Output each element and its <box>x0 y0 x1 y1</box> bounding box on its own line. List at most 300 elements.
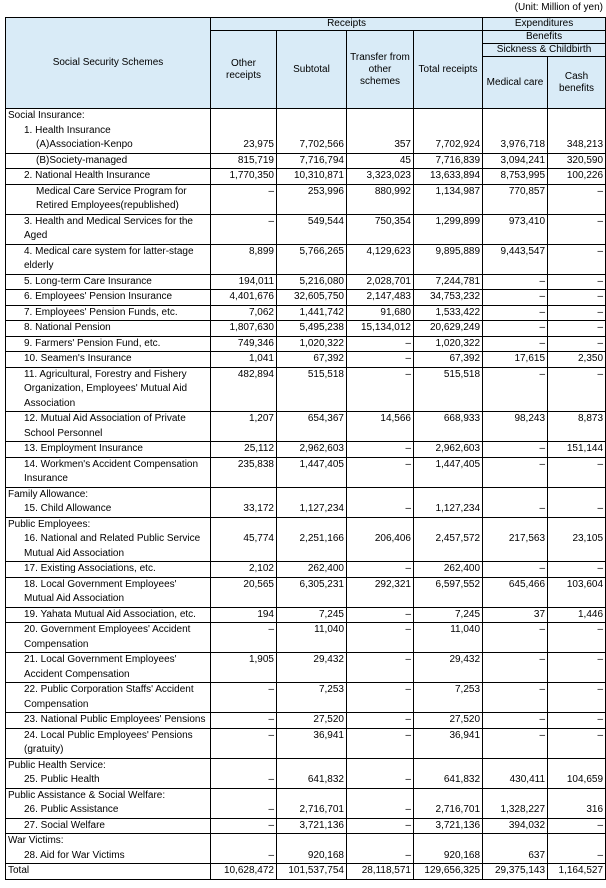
value-cell: 482,894 <box>211 367 277 412</box>
value-cell: 194 <box>211 607 277 623</box>
value-cell: 920,168 <box>414 849 483 864</box>
table-row <box>6 290 606 306</box>
value-cell: 6,597,552 <box>414 577 483 607</box>
value-cell: 91,680 <box>347 305 414 321</box>
table-row <box>6 457 606 487</box>
row-label-cell <box>6 713 211 729</box>
value-cell: 206,406 <box>347 532 414 562</box>
value-cell: 815,719 <box>211 153 277 169</box>
header-expenditures: Expenditures <box>483 18 606 31</box>
value-cell: – <box>347 818 414 834</box>
value-cell: 36,941 <box>277 728 347 758</box>
value-cell: – <box>211 849 277 864</box>
value-cell: – <box>483 321 548 337</box>
value-cell: – <box>548 184 606 214</box>
value-cell: – <box>483 274 548 290</box>
value-cell: – <box>548 818 606 834</box>
value-cell: 23,105 <box>548 532 606 562</box>
empty-cell <box>548 758 606 773</box>
empty-cell <box>548 487 606 502</box>
value-cell: 645,466 <box>483 577 548 607</box>
value-cell: – <box>548 562 606 578</box>
empty-cell <box>211 834 277 849</box>
value-cell: – <box>548 713 606 729</box>
value-cell: 11,040 <box>277 623 347 653</box>
value-cell: – <box>211 184 277 214</box>
row-label: 1. Health Insurance <box>24 124 111 136</box>
value-cell: 1,041 <box>211 352 277 368</box>
value-cell: 1,134,987 <box>414 184 483 214</box>
table-row <box>6 321 606 337</box>
value-cell: 7,253 <box>414 683 483 713</box>
value-cell: – <box>483 713 548 729</box>
value-cell: 27,520 <box>414 713 483 729</box>
row-label-cell <box>6 321 211 337</box>
row-label: 15. Child Allowance <box>24 503 112 514</box>
empty-cell <box>277 758 347 773</box>
total-value-cell: 10,628,472 <box>211 864 277 880</box>
value-cell: 4,401,676 <box>211 290 277 306</box>
value-cell: 33,172 <box>211 502 277 517</box>
header-schemes: Social Security Schemes <box>6 18 211 109</box>
value-cell: 1,441,742 <box>277 305 347 321</box>
value-cell: 32,605,750 <box>277 290 347 306</box>
row-label: (B)Society-managed <box>36 154 128 166</box>
empty-cell <box>347 788 414 803</box>
value-cell: 2,251,166 <box>277 532 347 562</box>
value-cell: 749,346 <box>211 336 277 352</box>
value-cell <box>347 124 414 139</box>
value-cell: – <box>483 728 548 758</box>
empty-cell <box>211 758 277 773</box>
row-label-cell <box>6 290 211 306</box>
empty-cell <box>414 758 483 773</box>
row-label-cell <box>6 124 211 139</box>
value-cell: 7,245 <box>414 607 483 623</box>
value-cell: 2,457,572 <box>414 532 483 562</box>
value-cell: 7,244,781 <box>414 274 483 290</box>
value-cell: 430,411 <box>483 773 548 788</box>
value-cell: 15,134,012 <box>347 321 414 337</box>
value-cell: 394,032 <box>483 818 548 834</box>
row-label-cell <box>6 562 211 578</box>
value-cell: – <box>548 457 606 487</box>
value-cell: 5,216,080 <box>277 274 347 290</box>
value-cell: – <box>483 623 548 653</box>
row-label: 11. Agricultural, Forestry and Fishery Organization, Employees' Mutual Aid Association <box>24 368 188 409</box>
empty-cell <box>211 109 277 124</box>
row-label-cell <box>6 849 211 864</box>
empty-cell <box>414 109 483 124</box>
table-row <box>6 562 606 578</box>
value-cell: 11,040 <box>414 623 483 653</box>
row-label-cell <box>6 728 211 758</box>
row-label: Medical Care Service Program for Retired Employees(republished) <box>36 185 187 211</box>
row-label: 26. Public Assistance <box>24 804 119 815</box>
empty-cell <box>483 109 548 124</box>
value-cell: 29,432 <box>414 653 483 683</box>
value-cell: 151,144 <box>548 442 606 458</box>
value-cell: – <box>211 728 277 758</box>
value-cell: 2,102 <box>211 562 277 578</box>
value-cell: – <box>483 367 548 412</box>
row-label: 17. Existing Associations, etc. <box>24 563 156 574</box>
value-cell: – <box>347 683 414 713</box>
section-header-row <box>6 758 606 773</box>
section-header-row <box>6 517 606 532</box>
value-cell: – <box>548 623 606 653</box>
empty-cell <box>347 834 414 849</box>
value-cell: – <box>211 214 277 244</box>
empty-cell <box>347 109 414 124</box>
value-cell <box>548 124 606 139</box>
value-cell: 2,962,603 <box>277 442 347 458</box>
empty-cell <box>414 517 483 532</box>
table-row <box>6 124 606 139</box>
value-cell: 1,020,322 <box>277 336 347 352</box>
row-label: 24. Local Public Employees' Pensions (gratuity) <box>24 729 193 755</box>
empty-cell <box>277 517 347 532</box>
row-label: 28. Aid for War Victims <box>24 849 125 861</box>
value-cell: – <box>211 623 277 653</box>
empty-cell <box>483 758 548 773</box>
value-cell <box>277 124 347 139</box>
header-transfer: Transfer from other schemes <box>347 31 414 109</box>
empty-cell <box>277 788 347 803</box>
row-label: 10. Seamen's Insurance <box>24 353 132 364</box>
table-row <box>6 442 606 458</box>
row-label-cell <box>6 773 211 788</box>
row-label-cell <box>6 138 211 153</box>
value-cell: – <box>548 653 606 683</box>
row-label-cell <box>6 818 211 834</box>
value-cell: – <box>347 367 414 412</box>
table-row <box>6 803 606 818</box>
row-label: 22. Public Corporation Staffs' Accident Compensation <box>24 684 194 710</box>
row-label: 2. National Health Insurance <box>24 170 151 181</box>
table-row <box>6 244 606 274</box>
value-cell: 10,310,871 <box>277 169 347 185</box>
row-label: 7. Employees' Pension Funds, etc. <box>24 306 178 318</box>
total-value-cell: 129,656,325 <box>414 864 483 880</box>
row-label-cell <box>6 153 211 169</box>
header-other-receipts: Other receipts <box>211 31 277 109</box>
value-cell: 4,129,623 <box>347 244 414 274</box>
value-cell: 20,629,249 <box>414 321 483 337</box>
value-cell: 880,992 <box>347 184 414 214</box>
value-cell: 104,659 <box>548 773 606 788</box>
value-cell: – <box>548 290 606 306</box>
value-cell: 641,832 <box>277 773 347 788</box>
row-label: 13. Employment Insurance <box>24 443 143 454</box>
value-cell: 973,410 <box>483 214 548 244</box>
row-label: 18. Local Government Employees' Mutual Aid Association <box>24 578 177 604</box>
value-cell: – <box>211 713 277 729</box>
row-label-cell <box>6 457 211 487</box>
value-cell: 29,432 <box>277 653 347 683</box>
value-cell: – <box>483 442 548 458</box>
value-cell: 23,975 <box>211 138 277 153</box>
row-label-cell <box>6 274 211 290</box>
row-label-cell <box>6 214 211 244</box>
value-cell: 194,011 <box>211 274 277 290</box>
value-cell: 98,243 <box>483 412 548 442</box>
value-cell: – <box>548 214 606 244</box>
value-cell: 67,392 <box>277 352 347 368</box>
total-row <box>6 864 606 880</box>
value-cell: 654,367 <box>277 412 347 442</box>
value-cell: – <box>548 728 606 758</box>
row-label: 6. Employees' Pension Insurance <box>24 291 173 302</box>
value-cell: – <box>483 502 548 517</box>
value-cell: 1,328,227 <box>483 803 548 818</box>
value-cell: 27,520 <box>277 713 347 729</box>
value-cell: 2,350 <box>548 352 606 368</box>
value-cell: – <box>347 336 414 352</box>
section-title: Public Employees: <box>6 517 211 532</box>
empty-cell <box>347 758 414 773</box>
empty-cell <box>347 517 414 532</box>
value-cell: – <box>347 623 414 653</box>
row-label-cell <box>6 532 211 562</box>
header-medical-care: Medical care <box>483 57 548 109</box>
value-cell: – <box>347 607 414 623</box>
value-cell: 7,702,566 <box>277 138 347 153</box>
value-cell: 292,321 <box>347 577 414 607</box>
row-label-cell <box>6 336 211 352</box>
row-label-cell <box>6 184 211 214</box>
row-label-cell <box>6 169 211 185</box>
value-cell: 7,702,924 <box>414 138 483 153</box>
value-cell: 320,590 <box>548 153 606 169</box>
value-cell: 348,213 <box>548 138 606 153</box>
section-header-row <box>6 109 606 124</box>
value-cell: – <box>347 457 414 487</box>
total-value-cell: 29,375,143 <box>483 864 548 880</box>
table-row <box>6 773 606 788</box>
empty-cell <box>277 109 347 124</box>
table-row <box>6 305 606 321</box>
value-cell: 7,062 <box>211 305 277 321</box>
header-total-receipts: Total receipts <box>414 31 483 109</box>
empty-cell <box>548 834 606 849</box>
value-cell: 103,604 <box>548 577 606 607</box>
value-cell: 9,895,889 <box>414 244 483 274</box>
unit-note: (Unit: Million of yen) <box>514 2 603 13</box>
total-value-cell: 1,164,527 <box>548 864 606 880</box>
section-header-row <box>6 487 606 502</box>
value-cell: 1,127,234 <box>277 502 347 517</box>
row-label: 25. Public Health <box>24 774 100 785</box>
table-row <box>6 336 606 352</box>
value-cell: 45 <box>347 153 414 169</box>
section-title: War Victims: <box>6 834 211 849</box>
value-cell: – <box>483 562 548 578</box>
value-cell: 36,941 <box>414 728 483 758</box>
value-cell: – <box>347 653 414 683</box>
row-label-cell <box>6 412 211 442</box>
value-cell: 2,716,701 <box>277 803 347 818</box>
value-cell: – <box>483 305 548 321</box>
value-cell: 1,770,350 <box>211 169 277 185</box>
empty-cell <box>483 788 548 803</box>
table-row <box>6 577 606 607</box>
value-cell: 217,563 <box>483 532 548 562</box>
header-sickness: Sickness & Childbirth <box>483 44 606 57</box>
value-cell <box>483 124 548 139</box>
value-cell: – <box>347 849 414 864</box>
header-cash-benefits: Cash benefits <box>548 57 606 109</box>
value-cell: – <box>483 457 548 487</box>
row-label: 19. Yahata Mutual Aid Association, etc. <box>24 608 196 620</box>
value-cell: 17,615 <box>483 352 548 368</box>
value-cell: 9,443,547 <box>483 244 548 274</box>
table-row <box>6 683 606 713</box>
row-label: 4. Medical care system for latter-stage elderly <box>24 245 194 271</box>
value-cell: – <box>211 683 277 713</box>
value-cell: 8,899 <box>211 244 277 274</box>
value-cell: 3,094,241 <box>483 153 548 169</box>
value-cell: – <box>548 683 606 713</box>
value-cell: 1,299,899 <box>414 214 483 244</box>
empty-cell <box>211 517 277 532</box>
value-cell: 262,400 <box>277 562 347 578</box>
value-cell: 262,400 <box>414 562 483 578</box>
value-cell: – <box>211 803 277 818</box>
value-cell: – <box>347 773 414 788</box>
section-title: Public Health Service: <box>6 758 211 773</box>
value-cell: 1,207 <box>211 412 277 442</box>
row-label-cell <box>6 623 211 653</box>
row-label-cell <box>6 352 211 368</box>
row-label: 3. Health and Medical Services for the Aged <box>24 215 193 241</box>
row-label: 21. Local Government Employees' Accident Compensation <box>24 654 177 680</box>
value-cell: 637 <box>483 849 548 864</box>
empty-cell <box>483 487 548 502</box>
value-cell: – <box>211 818 277 834</box>
row-label-cell <box>6 502 211 517</box>
row-label: 20. Government Employees' Accident Compensation <box>24 624 191 650</box>
value-cell: 515,518 <box>414 367 483 412</box>
value-cell: 253,996 <box>277 184 347 214</box>
row-label: 8. National Pension <box>24 322 111 333</box>
section-title: Social Insurance: <box>6 109 211 124</box>
value-cell: 25,112 <box>211 442 277 458</box>
total-value-cell: 28,118,571 <box>347 864 414 880</box>
value-cell: 5,766,265 <box>277 244 347 274</box>
table-row <box>6 153 606 169</box>
row-label-cell <box>6 653 211 683</box>
value-cell: 357 <box>347 138 414 153</box>
empty-cell <box>483 834 548 849</box>
section-header-row <box>6 834 606 849</box>
value-cell: – <box>347 803 414 818</box>
header-receipts: Receipts <box>211 18 483 31</box>
value-cell: 37 <box>483 607 548 623</box>
value-cell: 1,020,322 <box>414 336 483 352</box>
table-row <box>6 169 606 185</box>
value-cell: 2,716,701 <box>414 803 483 818</box>
row-label-cell <box>6 244 211 274</box>
empty-cell <box>211 788 277 803</box>
value-cell: – <box>347 502 414 517</box>
table-row <box>6 184 606 214</box>
value-cell: 8,873 <box>548 412 606 442</box>
value-cell: – <box>347 352 414 368</box>
total-label: Total <box>6 864 211 880</box>
empty-cell <box>277 487 347 502</box>
table-row <box>6 274 606 290</box>
value-cell: – <box>548 502 606 517</box>
table-row <box>6 818 606 834</box>
value-cell: – <box>548 321 606 337</box>
value-cell: 100,226 <box>548 169 606 185</box>
table-row <box>6 849 606 864</box>
row-label: 23. National Public Employees' Pensions <box>24 714 206 725</box>
table-row <box>6 367 606 412</box>
value-cell: – <box>548 336 606 352</box>
empty-cell <box>414 788 483 803</box>
empty-cell <box>548 788 606 803</box>
table-row <box>6 412 606 442</box>
value-cell: 1,807,630 <box>211 321 277 337</box>
row-label: (A)Association-Kenpo <box>36 139 133 150</box>
value-cell: 20,565 <box>211 577 277 607</box>
row-label-cell <box>6 607 211 623</box>
value-cell: 34,753,232 <box>414 290 483 306</box>
value-cell: – <box>548 305 606 321</box>
social-security-table <box>5 17 606 880</box>
empty-cell <box>483 517 548 532</box>
value-cell: 515,518 <box>277 367 347 412</box>
section-title: Family Allowance: <box>6 487 211 502</box>
value-cell: 316 <box>548 803 606 818</box>
value-cell: 7,253 <box>277 683 347 713</box>
value-cell: 1,447,405 <box>414 457 483 487</box>
value-cell: 549,544 <box>277 214 347 244</box>
table-row <box>6 728 606 758</box>
value-cell: 1,446 <box>548 607 606 623</box>
value-cell: – <box>548 367 606 412</box>
value-cell: 3,323,023 <box>347 169 414 185</box>
value-cell: – <box>483 290 548 306</box>
row-label: 27. Social Welfare <box>24 819 105 831</box>
value-cell: 6,305,231 <box>277 577 347 607</box>
value-cell: – <box>347 728 414 758</box>
section-header-row <box>6 788 606 803</box>
value-cell: – <box>483 653 548 683</box>
value-cell: 14,566 <box>347 412 414 442</box>
value-cell: 770,857 <box>483 184 548 214</box>
value-cell: – <box>548 849 606 864</box>
row-label: 9. Farmers' Pension Fund, etc. <box>24 337 161 349</box>
value-cell: – <box>548 244 606 274</box>
table-row <box>6 502 606 517</box>
value-cell: 2,962,603 <box>414 442 483 458</box>
value-cell: 3,976,718 <box>483 138 548 153</box>
row-label-cell <box>6 305 211 321</box>
table-row <box>6 138 606 153</box>
value-cell: 920,168 <box>277 849 347 864</box>
table-row <box>6 607 606 623</box>
empty-cell <box>414 834 483 849</box>
value-cell: 2,147,483 <box>347 290 414 306</box>
row-label-cell <box>6 683 211 713</box>
value-cell <box>414 124 483 139</box>
section-title: Public Assistance & Social Welfare: <box>6 788 211 803</box>
value-cell: 7,716,839 <box>414 153 483 169</box>
total-value-cell: 101,537,754 <box>277 864 347 880</box>
